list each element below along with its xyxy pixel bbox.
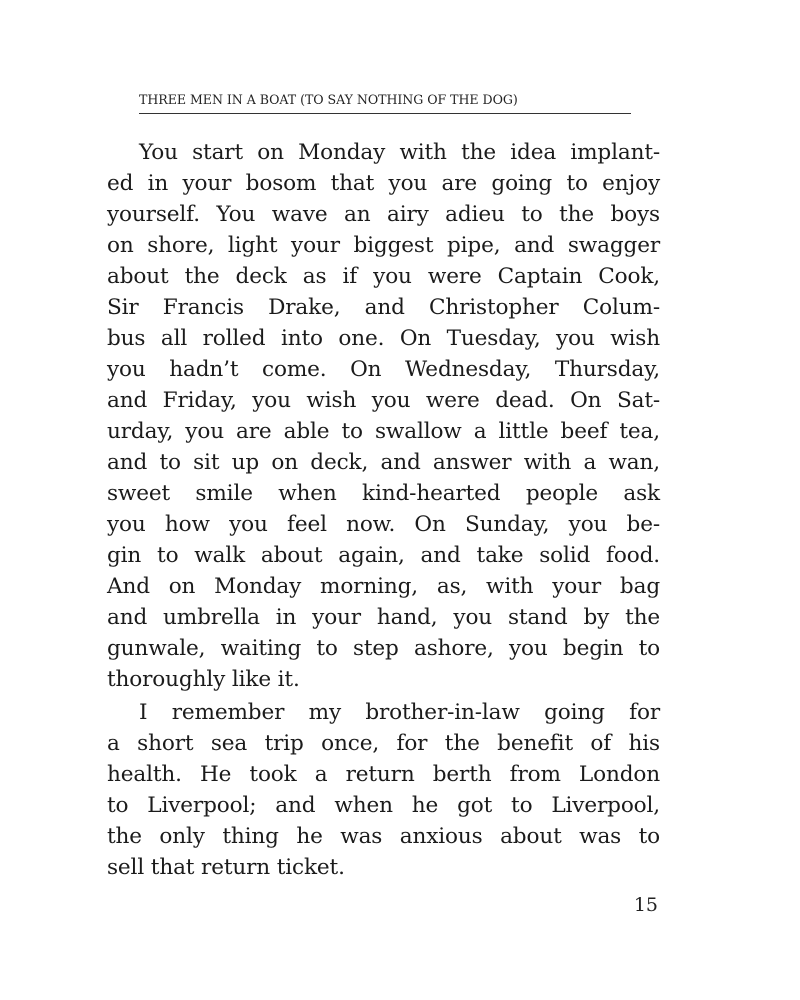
text-line: on shore, light your biggest pipe, and swagger (107, 233, 660, 258)
text-line: Sir Francis Drake, and Christopher Colum- (107, 295, 660, 320)
paragraph-1 (107, 137, 660, 695)
running-head: THREE MEN IN A BOAT (TO SAY NOTHING OF THE DOG) (139, 92, 518, 107)
text-line: You start on Monday with the idea implant- (139, 140, 660, 165)
text-line: And on Monday morning, as, with your bag (107, 574, 660, 599)
text-line: sweet smile when kind-hearted people ask (107, 481, 660, 506)
text-line: sell that return ticket. (107, 855, 345, 880)
page-number: 15 (633, 894, 658, 916)
text-line: health. He took a return berth from London (107, 762, 660, 787)
text-line: ed in your bosom that you are going to enjoy (107, 171, 660, 196)
text-line: urday, you are able to swallow a little beef tea, (107, 419, 660, 444)
text-line: yourself. You wave an airy adieu to the boys (107, 202, 660, 227)
text-line: to Liverpool; and when he got to Liverpool, (107, 793, 660, 818)
text-line: and umbrella in your hand, you stand by the (107, 605, 660, 630)
book-page (107, 0, 660, 1000)
text-line: a short sea trip once, for the benefit of his (107, 731, 660, 756)
text-line: bus all rolled into one. On Tuesday, you wish (107, 326, 660, 351)
text-line: and Friday, you wish you were dead. On Sat- (107, 388, 660, 413)
text-line: about the deck as if you were Captain Cook, (107, 264, 660, 289)
text-line: I remember my brother-in-law going for (139, 700, 660, 725)
header-rule (139, 113, 631, 114)
text-line: thoroughly like it. (107, 667, 300, 692)
text-line: the only thing he was anxious about was to (107, 824, 660, 849)
body-text (107, 137, 660, 883)
text-line: you how you feel now. On Sunday, you be- (107, 512, 660, 537)
text-line: and to sit up on deck, and answer with a wan, (107, 450, 660, 475)
text-line: you hadn’t come. On Wednesday, Thursday, (107, 357, 660, 382)
text-line: gunwale, waiting to step ashore, you begin to (107, 636, 660, 661)
paragraph-2 (107, 697, 660, 883)
text-line: gin to walk about again, and take solid food. (107, 543, 660, 568)
